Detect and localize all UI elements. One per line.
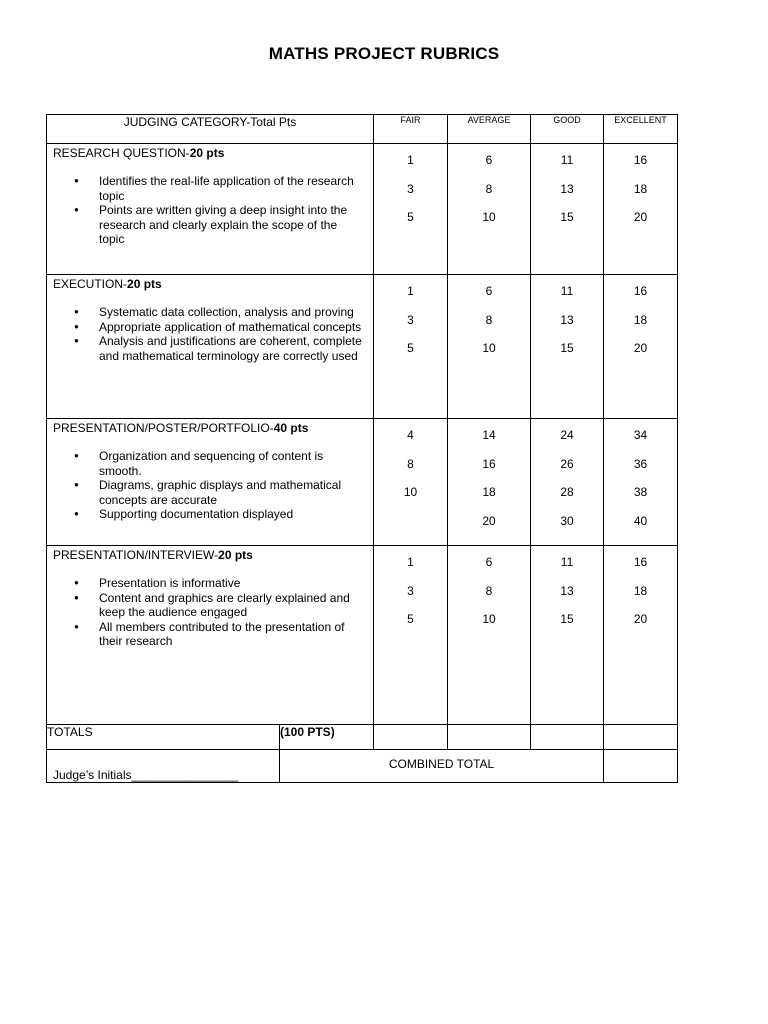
criterion-points: 20 pts — [218, 548, 253, 562]
criterion-bullet: ● Organization and sequencing of content is smooth. — [99, 449, 367, 478]
combined-total-cell[interactable] — [604, 750, 678, 783]
score-value: 14 — [482, 428, 496, 442]
criterion-title — [53, 146, 367, 160]
score-cell-good — [531, 419, 604, 546]
score-value: 11 — [560, 153, 574, 167]
score-value: 40 — [633, 513, 648, 528]
combined-total-label: COMBINED TOTAL — [280, 750, 604, 783]
score-value: 34 — [633, 428, 648, 442]
score-value: 11 — [560, 284, 574, 298]
score-cell-excellent — [604, 275, 678, 419]
score-value: 15 — [560, 341, 574, 355]
header-category: JUDGING CATEGORY-Total Pts — [47, 115, 374, 144]
header-average: AVERAGE — [448, 115, 531, 144]
header-fair: FAIR — [374, 115, 448, 144]
score-value: 10 — [403, 485, 418, 499]
score-value: 13 — [560, 181, 574, 196]
score-value: 16 — [633, 284, 648, 298]
score-value: 15 — [560, 210, 574, 224]
score-value: 3 — [407, 583, 414, 598]
criterion-row — [47, 546, 678, 725]
total-average-cell[interactable] — [448, 725, 531, 750]
score-value: 8 — [485, 583, 493, 598]
page-title: MATHS PROJECT RUBRICS — [268, 44, 500, 63]
score-cell-average — [448, 546, 531, 725]
criterion-cell — [47, 546, 374, 725]
criterion-name: PRESENTATION/POSTER/PORTFOLIO- — [53, 421, 274, 435]
score-value: 20 — [633, 612, 648, 626]
criterion-title — [53, 421, 367, 435]
criterion-name: RESEARCH QUESTION- — [53, 146, 190, 160]
totals-points: (100 PTS) — [280, 725, 374, 750]
score-cell-good — [531, 275, 604, 419]
criterion-title — [53, 277, 367, 291]
score-cell-average — [448, 275, 531, 419]
total-good-cell[interactable] — [531, 725, 604, 750]
score-cell-excellent — [604, 546, 678, 725]
score-value: 20 — [482, 513, 496, 528]
score-value: 6 — [485, 555, 493, 569]
criterion-bullet: ● Content and graphics are clearly explained and keep the audience engaged — [99, 591, 367, 620]
totals-row — [47, 725, 678, 750]
score-value: 13 — [560, 583, 574, 598]
header-row — [47, 115, 678, 144]
criterion-bullets — [53, 174, 367, 247]
criterion-name: EXECUTION- — [53, 277, 128, 291]
criterion-name: PRESENTATION/INTERVIEW- — [53, 548, 219, 562]
score-cell-fair — [374, 419, 448, 546]
score-value: 15 — [560, 612, 574, 626]
criterion-bullet: ● Analysis and justifications are coherent, complete and mathematical terminology are correctly used — [99, 334, 367, 363]
header-excellent: EXCELLENT — [604, 115, 678, 144]
score-cell-fair — [374, 144, 448, 275]
score-value: 8 — [485, 312, 493, 327]
criterion-bullets — [53, 576, 367, 649]
criterion-row — [47, 419, 678, 546]
score-value: 5 — [407, 210, 414, 224]
score-value: 26 — [560, 456, 574, 471]
rubric-table — [46, 114, 678, 783]
score-value: 5 — [407, 612, 414, 626]
score-cell-fair — [374, 546, 448, 725]
score-value: 18 — [633, 583, 648, 598]
criterion-bullet: ● Identifies the real-life application of the research topic — [99, 174, 367, 203]
score-value: 6 — [485, 284, 493, 298]
score-value: 16 — [633, 153, 648, 167]
judge-initials[interactable]: Judge’s Initials________________ — [47, 750, 280, 783]
score-cell-good — [531, 546, 604, 725]
score-value: 8 — [485, 181, 493, 196]
score-value: 10 — [482, 612, 496, 626]
criterion-row — [47, 144, 678, 275]
score-cell-average — [448, 144, 531, 275]
score-value: 20 — [633, 210, 648, 224]
criterion-points: 40 pts — [273, 421, 309, 435]
criterion-points: 20 pts — [127, 277, 162, 291]
criterion-bullet: ● Supporting documentation displayed — [99, 507, 367, 522]
score-value: 16 — [633, 555, 648, 569]
score-value: 20 — [633, 341, 648, 355]
score-value: 38 — [633, 485, 648, 499]
total-fair-cell[interactable] — [374, 725, 448, 750]
score-value: 18 — [482, 485, 496, 499]
score-cell-good — [531, 144, 604, 275]
criterion-row — [47, 275, 678, 419]
criterion-cell — [47, 419, 374, 546]
score-cell-fair — [374, 275, 448, 419]
criterion-bullets — [53, 449, 367, 522]
criterion-bullets — [53, 305, 367, 363]
score-value: 4 — [407, 428, 414, 442]
criterion-bullet: ● Systematic data collection, analysis and proving — [99, 305, 367, 320]
score-cell-excellent — [604, 419, 678, 546]
criterion-title — [53, 548, 367, 562]
score-value: 5 — [407, 341, 414, 355]
score-value: 6 — [485, 153, 493, 167]
score-value: 36 — [633, 456, 648, 471]
score-value: 18 — [633, 312, 648, 327]
header-good: GOOD — [531, 115, 604, 144]
score-cell-average — [448, 419, 531, 546]
score-value: 3 — [407, 312, 414, 327]
score-value: 3 — [407, 181, 414, 196]
criterion-bullet: ● Diagrams, graphic displays and mathematical concepts are accurate — [99, 478, 367, 507]
criterion-bullet: ● All members contributed to the presentation of their research — [99, 620, 367, 649]
criterion-cell — [47, 144, 374, 275]
score-value: 10 — [482, 210, 496, 224]
judge-row — [47, 750, 678, 783]
score-value: 24 — [560, 428, 574, 442]
score-cell-excellent — [604, 144, 678, 275]
score-value: 10 — [482, 341, 496, 355]
criterion-bullet: ● Appropriate application of mathematical concepts — [99, 320, 367, 335]
score-value: 8 — [407, 456, 414, 471]
totals-label: TOTALS — [47, 725, 280, 750]
score-value: 30 — [560, 513, 574, 528]
score-value: 13 — [560, 312, 574, 327]
score-value: 18 — [633, 181, 648, 196]
score-value: 16 — [482, 456, 496, 471]
score-value: 1 — [407, 555, 414, 569]
score-value: 1 — [407, 284, 414, 298]
score-value: 28 — [560, 485, 574, 499]
score-value: 11 — [560, 555, 574, 569]
criterion-bullet: ● Points are written giving a deep insight into the research and clearly explain the scope of the topic — [99, 203, 367, 247]
score-value: 1 — [407, 153, 414, 167]
criterion-cell — [47, 275, 374, 419]
criterion-points: 20 pts — [189, 146, 225, 160]
total-excellent-cell[interactable] — [604, 725, 678, 750]
criterion-bullet: ● Presentation is informative — [99, 576, 367, 591]
